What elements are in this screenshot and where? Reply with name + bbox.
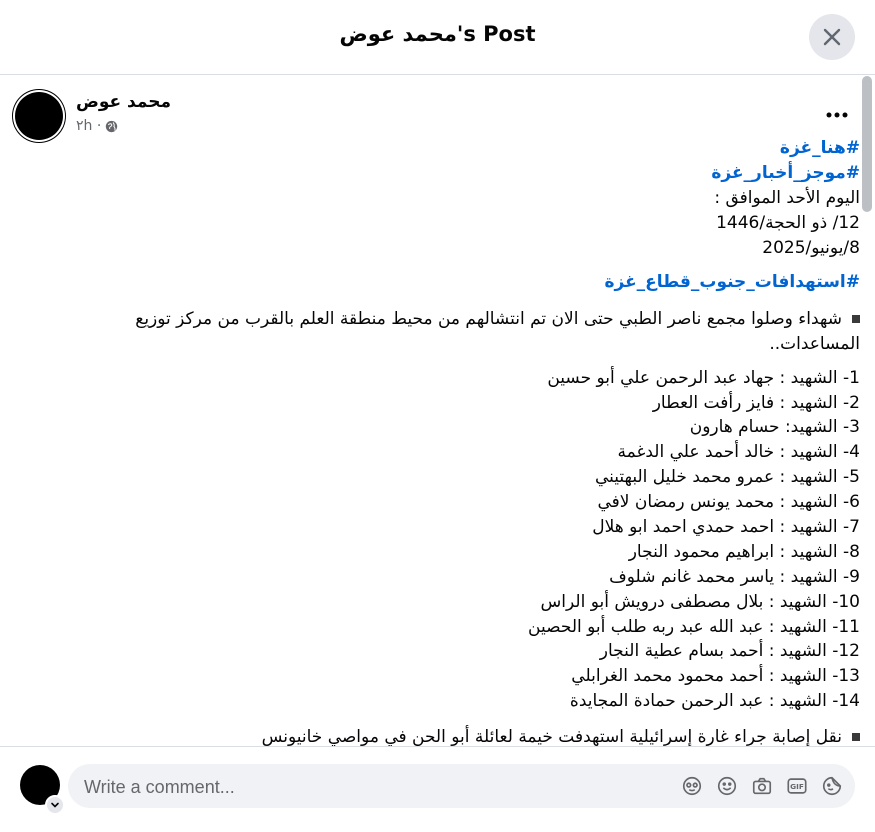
sticker-button[interactable] — [820, 774, 844, 798]
close-button[interactable] — [809, 14, 855, 60]
sticker-icon — [821, 775, 843, 797]
avatar-sticker-button[interactable] — [680, 774, 704, 798]
globe-icon — [105, 120, 118, 133]
author-name[interactable]: محمد عوض — [76, 92, 172, 112]
post-meta — [76, 118, 118, 134]
bullet-icon — [852, 733, 860, 741]
comment-composer — [0, 746, 875, 832]
comment-box — [68, 764, 855, 808]
chevron-down-icon — [50, 800, 60, 810]
account-switch-button[interactable] — [45, 795, 65, 815]
svg-text:GIF: GIF — [790, 782, 804, 792]
emoji-avatar-icon — [681, 775, 703, 797]
hashtag-link[interactable]: #استهدافات_جنوب_قطاع_غزة — [604, 272, 860, 292]
list-item: 11- الشهيد : عبد الله عبد ربه طلب أبو الحصين — [528, 617, 860, 637]
date-text: 12/ ذو الحجة/1446 — [716, 213, 860, 233]
list-item: 2- الشهيد : فايز رأفت العطار — [652, 393, 860, 413]
author-avatar[interactable] — [15, 92, 63, 140]
gif-button[interactable] — [785, 774, 809, 798]
list-item: 12- الشهيد : أحمد بسام عطية النجار — [599, 641, 860, 661]
dialog-title: محمد عوض's Post — [339, 22, 536, 46]
emoji-icon — [716, 775, 738, 797]
list-item: 10- الشهيد : بلال مصطفى درويش أبو الراس — [540, 592, 860, 612]
more-options-button[interactable] — [822, 100, 852, 130]
post-dialog-header — [0, 0, 875, 75]
list-item: 5- الشهيد : عمرو محمد خليل البهتيني — [594, 467, 860, 487]
scrollbar-thumb[interactable] — [862, 76, 872, 212]
more-options-icon — [826, 112, 848, 118]
comment-input[interactable] — [82, 764, 646, 810]
paragraph-text: شهداء وصلوا مجمع ناصر الطبي حتى الان تم انتشالهم من محيط منطقة العلم بالقرب من مركز توزيع المساعدات.. — [135, 309, 860, 354]
hashtag-link[interactable]: #هنا_غزة — [779, 138, 860, 158]
list-item: 1- الشهيد : جهاد عبد الرحمن علي أبو حسين — [547, 368, 860, 388]
date-text: 8/يونيو/2025 — [762, 238, 860, 258]
date-text: اليوم الأحد الموافق : — [714, 188, 860, 208]
post-time[interactable]: ٢h · — [76, 118, 102, 134]
post-paragraph — [80, 307, 860, 357]
post-paragraph — [262, 725, 860, 746]
paragraph-text: نقل إصابة جراء غارة إسرائيلية استهدفت خيمة لعائلة أبو الحن في مواصي خانيونس — [261, 727, 842, 746]
list-item: 14- الشهيد : عبد الرحمن حمادة المجايدة — [569, 691, 860, 711]
post-content — [0, 76, 860, 746]
list-item: 9- الشهيد : ياسر محمد غانم شلوف — [609, 567, 860, 587]
list-item: 6- الشهيد : محمد يونس رمضان لافي — [597, 492, 860, 512]
camera-icon — [751, 775, 773, 797]
list-item: 3- الشهيد: حسام هارون — [689, 417, 860, 437]
emoji-button[interactable] — [715, 774, 739, 798]
close-icon — [822, 27, 842, 47]
list-item: 4- الشهيد : خالد أحمد علي الدغمة — [617, 442, 860, 462]
photo-button[interactable] — [750, 774, 774, 798]
list-item: 7- الشهيد : احمد حمدي احمد ابو هلال — [592, 517, 860, 537]
list-item: 8- الشهيد : ابراهيم محمود النجار — [628, 542, 860, 562]
hashtag-link[interactable]: #موجز_أخبار_غزة — [711, 163, 860, 183]
list-item: 13- الشهيد : أحمد محمود محمد الغرابلي — [571, 666, 860, 686]
gif-icon — [786, 775, 808, 797]
bullet-icon — [852, 315, 860, 323]
